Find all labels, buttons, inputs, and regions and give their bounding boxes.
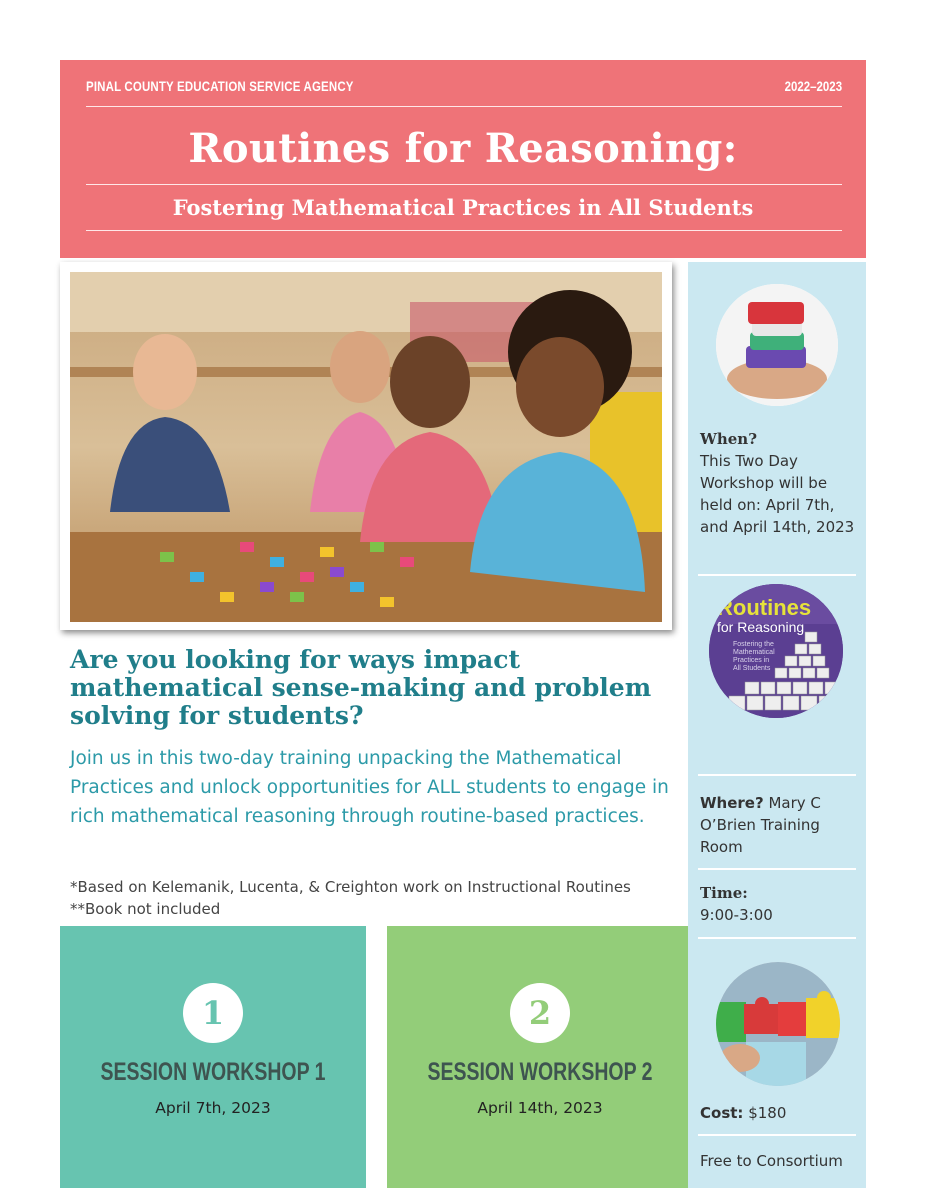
sidebar-divider	[698, 774, 856, 776]
session-number-badge: 2	[510, 983, 570, 1043]
book-title-line1: Routines	[717, 595, 812, 620]
session-card-2	[387, 926, 693, 1188]
session-title: SESSION WORKSHOP 1	[100, 1058, 326, 1086]
photo-frame	[60, 262, 672, 630]
header-divider	[86, 106, 842, 107]
session-card-1	[60, 926, 366, 1188]
where-text: Mary C O’Brien Training Room	[700, 794, 821, 856]
main-headline: Are you looking for ways impact mathematical sense-making and problem solving for students?	[70, 645, 652, 730]
header-divider	[86, 184, 842, 185]
when-text: This Two Day Workshop will be held on: April 7th, and April 14th, 2023	[700, 452, 855, 536]
cost-label: Cost:	[700, 1104, 744, 1122]
session-date: April 14th, 2023	[477, 1099, 603, 1117]
time-label: Time:	[700, 884, 748, 902]
sidebar-divider	[698, 574, 856, 576]
intro-paragraph: Join us in this two-day training unpacking the Mathematical Practices and unlock opportunities for ALL students to engage in rich mathematical reasoning through routine-based practices.	[70, 748, 669, 827]
free-to-consortium-text: Free to Consortium	[700, 1152, 843, 1170]
sidebar-divider	[698, 868, 856, 870]
book-subtitle-1: Fostering the	[733, 641, 774, 648]
info-sidebar	[688, 262, 866, 1188]
blocks-in-hands-icon	[716, 284, 838, 406]
page-subtitle: Fostering Mathematical Practices in All Students	[172, 195, 754, 220]
time-section	[700, 882, 860, 926]
book-cover-icon	[709, 584, 843, 718]
session-title: SESSION WORKSHOP 2	[427, 1058, 653, 1086]
page-title: Routines for Reasoning:	[188, 125, 738, 172]
organization-name: PINAL COUNTY EDUCATION SERVICE AGENCY	[86, 78, 354, 94]
cost-text: $180	[748, 1104, 787, 1122]
book-subtitle-2: Mathematical	[733, 649, 775, 656]
children-playing-with-blocks-photo	[70, 272, 662, 622]
header-divider	[86, 230, 842, 231]
puzzle-pieces-icon	[716, 962, 840, 1086]
header-banner	[60, 60, 866, 258]
book-title-line2: for Reasoning	[717, 619, 805, 635]
classroom-photo-illustration	[70, 272, 662, 622]
school-year: 2022–2023	[784, 78, 842, 94]
where-label: Where?	[700, 794, 764, 812]
sidebar-divider	[698, 1134, 856, 1136]
session-number-badge: 1	[183, 983, 243, 1043]
when-section	[700, 428, 860, 538]
session-date: April 7th, 2023	[155, 1099, 271, 1117]
sidebar-divider	[698, 937, 856, 939]
book-subtitle-3: Practices in	[733, 657, 770, 664]
where-section	[700, 792, 860, 858]
book-subtitle-4: All Students	[733, 665, 771, 672]
footnote: *Based on Kelemanik, Lucenta, & Creighton work on Instructional Routines **Book not included	[70, 878, 631, 918]
cost-section	[700, 1102, 860, 1124]
when-label: When?	[700, 430, 757, 448]
time-text: 9:00-3:00	[700, 906, 773, 924]
